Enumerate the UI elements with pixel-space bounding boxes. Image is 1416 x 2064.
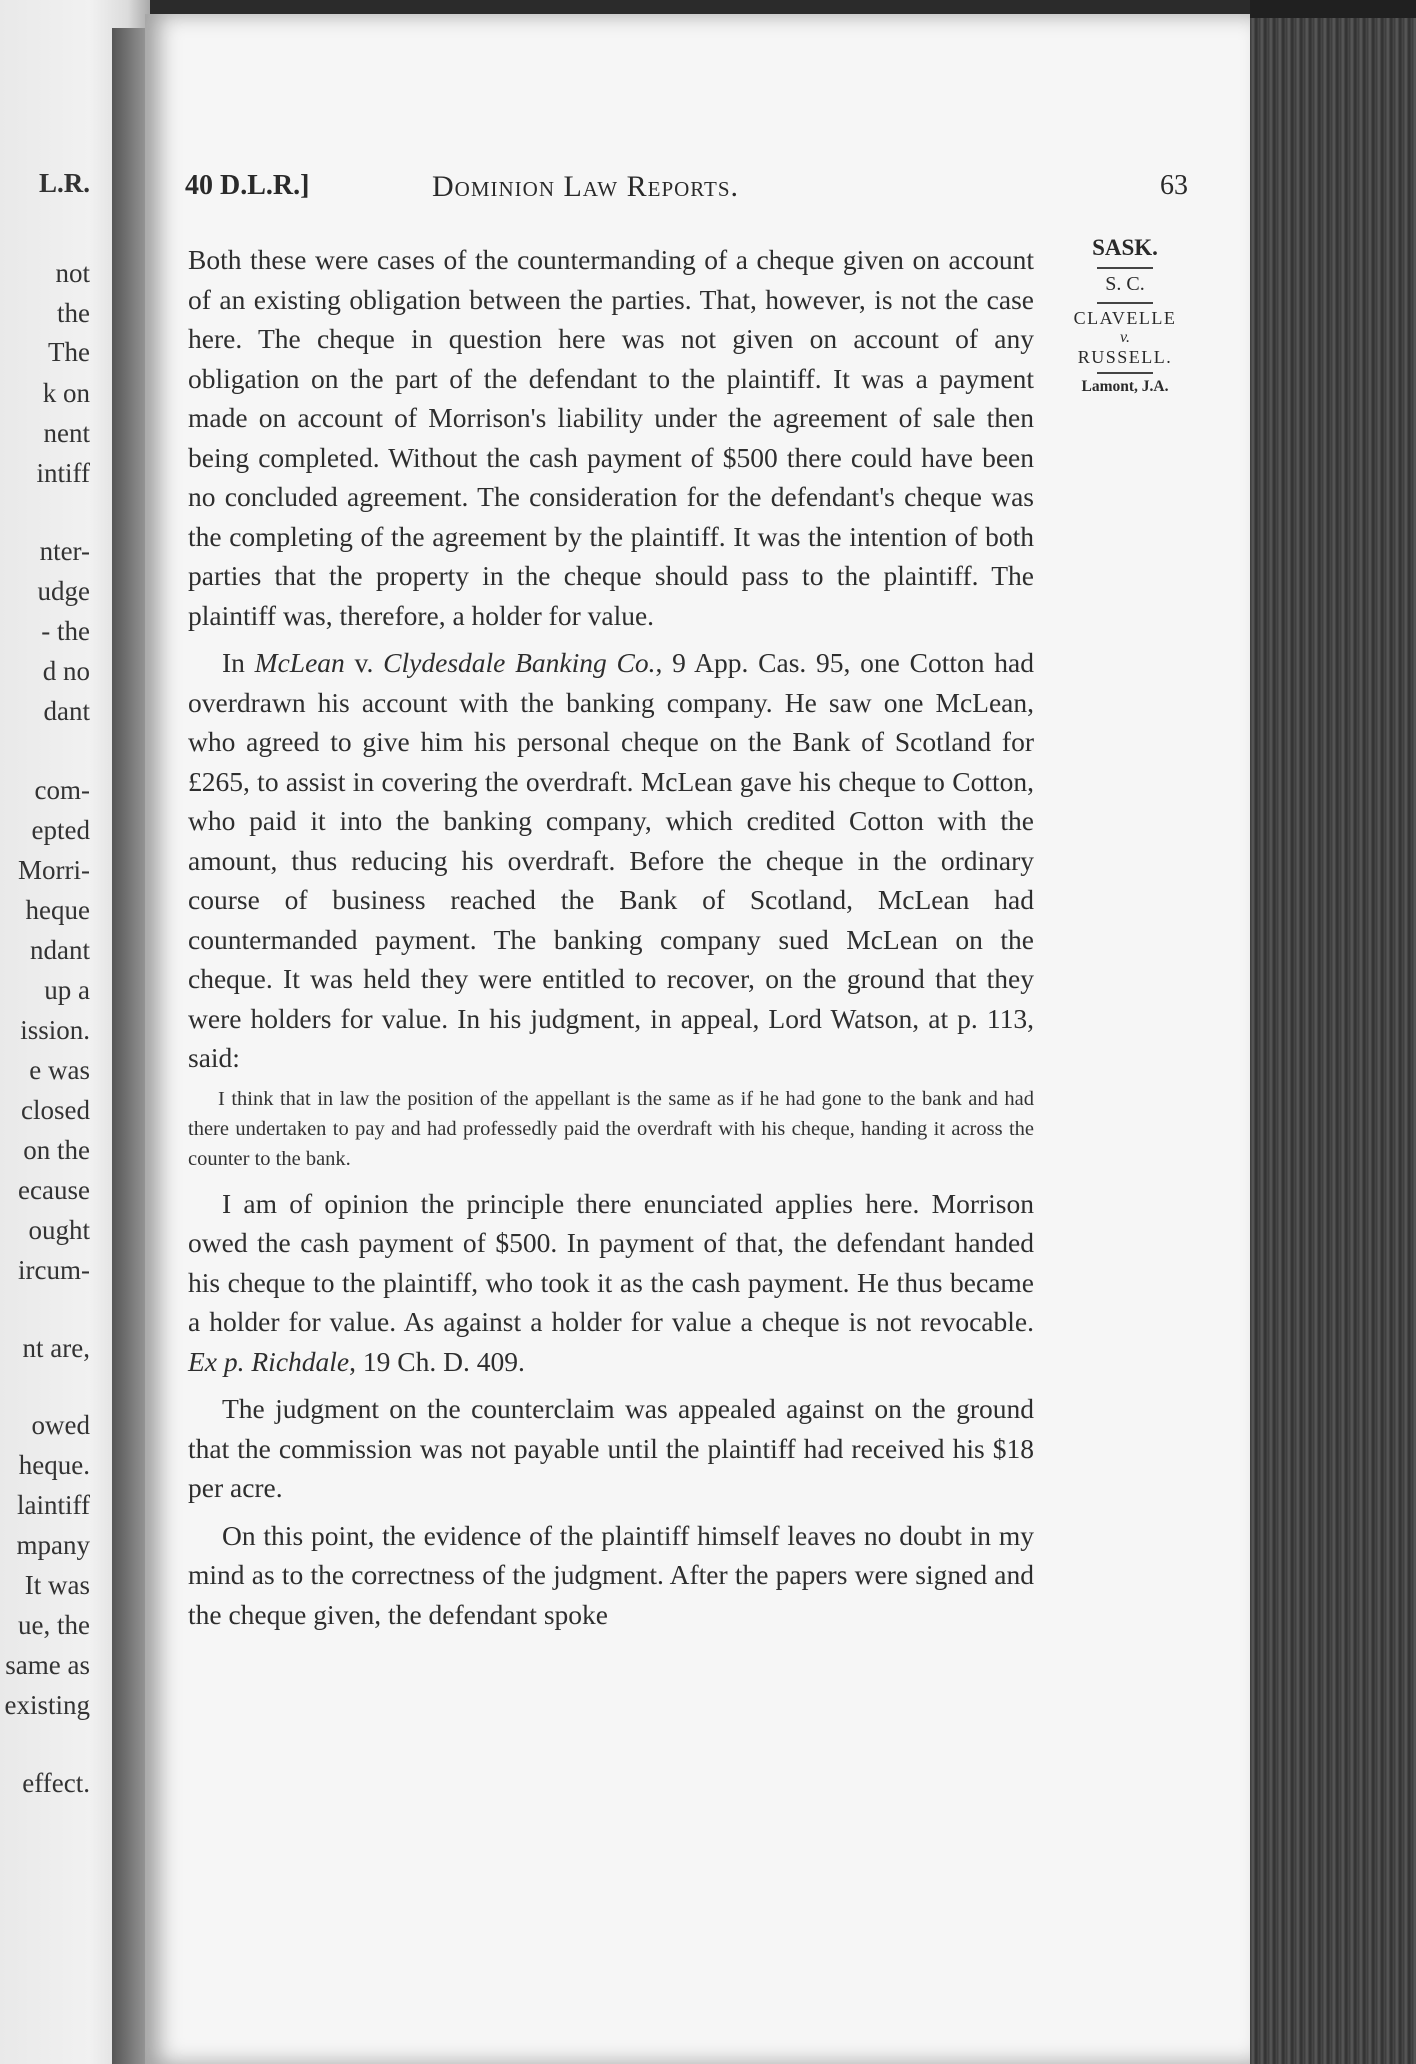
- left-page-text: nter-: [39, 536, 90, 566]
- left-page-text: The: [48, 337, 90, 367]
- sidenote-case-defendant: RUSSELL.: [1077, 347, 1173, 367]
- left-page-text: nt are,: [22, 1333, 90, 1363]
- left-page-text: d no: [42, 656, 90, 686]
- running-head-volume: 40 D.L.R.]: [185, 170, 310, 201]
- left-page-text: epted: [31, 815, 90, 845]
- left-page-text: heque.: [18, 1450, 90, 1480]
- left-page-text: ission.: [20, 1015, 90, 1045]
- paragraph: [188, 1184, 1034, 1382]
- left-page-text: the: [57, 298, 90, 328]
- sidenote-court: S. C.: [1105, 273, 1145, 295]
- left-page-text: existing: [4, 1690, 90, 1720]
- left-page-text: effect.: [22, 1768, 90, 1798]
- sidenote-rule: [1097, 267, 1153, 269]
- body-text: [188, 240, 1034, 1634]
- left-page-text: It was: [24, 1570, 90, 1600]
- left-page-text: closed: [21, 1095, 90, 1125]
- sidenote-versus: v.: [1120, 329, 1130, 346]
- page-number: 63: [1160, 170, 1188, 201]
- left-page-text: L.R.: [38, 168, 90, 198]
- sidenote-rule: [1097, 372, 1153, 374]
- text-run: v.: [344, 647, 384, 678]
- book-edge: [1250, 18, 1416, 2064]
- text-run: , 19 Ch. D. 409.: [349, 1345, 525, 1377]
- text-run: I am of opinion the principle there enunciated applies here. Morrison owed the cash payment of $500. In payment of that, the defendant handed his cheque to the plaintiff, who took it as the cash payment. He thus became a holder for value. As against a holder for value a cheque is not revocable.: [188, 1187, 1034, 1337]
- left-page-text: same as: [5, 1650, 90, 1680]
- sidenote-rule: [1097, 302, 1153, 304]
- paragraph: [188, 643, 1034, 1078]
- left-page-text: not: [55, 258, 90, 288]
- case-citation: Ex p. Richdale: [188, 1345, 350, 1377]
- left-page-text: intiff: [36, 458, 90, 488]
- left-page-text: com-: [34, 775, 90, 805]
- paragraph: On this point, the evidence of the plaintiff himself leaves no doubt in my mind as to the correctness of the judgment. After the papers were signed and the cheque given, the defendant spoke: [188, 1519, 1034, 1630]
- left-page-text: ue, the: [18, 1610, 90, 1640]
- left-page-text: e was: [29, 1055, 90, 1085]
- paragraph: The judgment on the counterclaim was appealed against on the ground that the commission was not payable until the plaintiff had received his $18 per acre.: [188, 1393, 1034, 1503]
- left-page-text: ecause: [18, 1175, 90, 1205]
- left-page-text: heque: [25, 895, 90, 925]
- left-page-text: laintiff: [17, 1490, 90, 1520]
- left-page-text: dant: [43, 696, 90, 726]
- left-page-text: ndant: [30, 935, 90, 965]
- case-name: McLean: [254, 647, 345, 678]
- left-page-text: up a: [44, 975, 90, 1005]
- left-page-text: owed: [31, 1410, 90, 1440]
- block-quote: I think that in law the position of the appellant is the same as if he had gone to the bank and had there undertaken to pay and had professedly paid the overdraft with his cheque, handing it across the counter to the bank.: [188, 1087, 1034, 1170]
- sidenote-case-plaintiff: CLAVELLE: [1073, 308, 1177, 328]
- sidenote: [1050, 235, 1200, 396]
- sidenote-judge: Lamont, J.A.: [1081, 378, 1169, 395]
- left-page-text: on the: [23, 1135, 90, 1165]
- left-page-text: ought: [28, 1215, 90, 1245]
- sidenote-province: SASK.: [1092, 235, 1158, 260]
- left-page-text: nent: [43, 418, 90, 448]
- left-page-text: Morri-: [18, 855, 90, 885]
- case-name: Clydesdale Banking Co.: [383, 647, 656, 678]
- left-page-text: udge: [37, 576, 90, 606]
- left-page-text: k on: [42, 378, 90, 408]
- paragraph: Both these were cases of the countermanding of a cheque given on account of an existing obligation between the parties. That, however, is not the case here. The cheque in question here was not given on account of any obligation on the part of the defendant to the plaintiff. It was a payment made on account of Morrison's liability under the agreement of sale then being completed. Without the cash payment of $500 there could have been no concluded agreement. The consideration for the defendant's cheque was the completing of the agreement by the plaintiff. It was the intention of both parties that the property in the cheque should pass to the plaintiff. The plaintiff was, therefore, a holder for value.: [188, 244, 1034, 631]
- text-run: , 9 App. Cas. 95, one Cotton had overdrawn his account with the banking company. He saw one McLean, who agreed to give him his personal cheque on the Bank of Scotland for £265, to assist in covering the overdraft. McLean gave his cheque to Cotton, who paid it into the banking company, which credited Cotton with the amount, thus reducing his overdraft. Before the cheque in the ordinary course of business reached the Bank of Scotland, McLean had countermanded payment. The banking company sued McLean on the cheque. It was held they were entitled to recover, on the ground that they were holders for value. In his judgment, in appeal, Lord Watson, at p. 113, said:: [188, 647, 1034, 1073]
- left-page-text: mpany: [16, 1530, 90, 1560]
- left-page-text: ircum-: [18, 1255, 90, 1285]
- running-head-title: Dominion Law Reports.: [432, 170, 740, 203]
- left-page-text: - the: [41, 616, 90, 646]
- text-run: In: [222, 647, 255, 678]
